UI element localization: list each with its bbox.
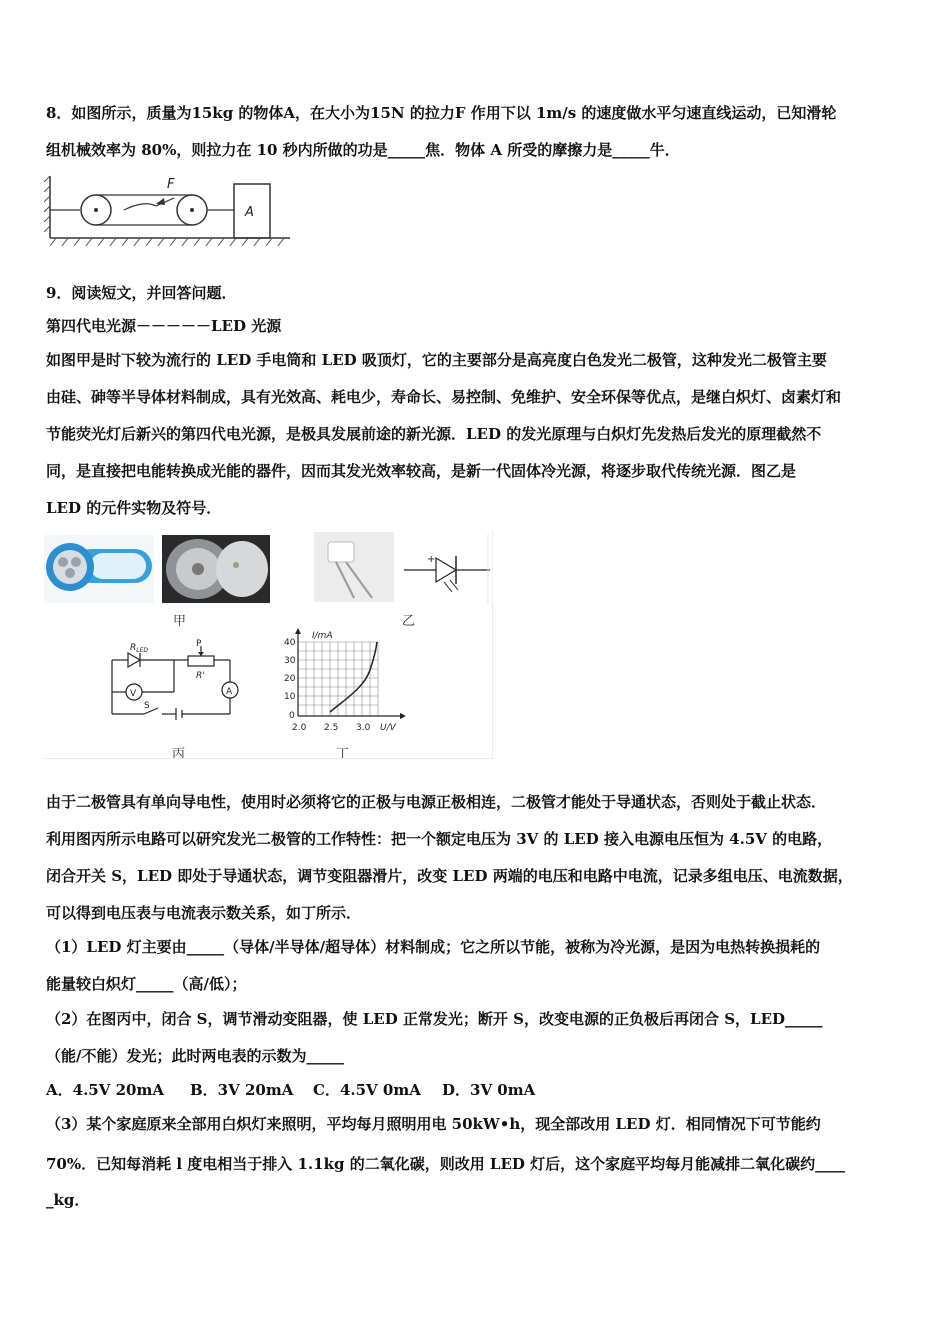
q8-pulley-figure <box>44 170 294 248</box>
q9-sub1-line-1: （1）LED 灯主要由_____（导体/半导体/超导体）材料制成；它之所以节能，被称为冷光源，是因为电热转换损耗的 <box>46 938 821 956</box>
q8-line-1: 8．如图所示，质量为15kg 的物体A，在大小为15N 的拉力F 作用下以 1m/s 的速度做水平匀速直线运动，已知滑轮 <box>46 104 837 122</box>
option-b: B．3V 20mA <box>190 1081 294 1099</box>
graph-y-tick-0: 0 <box>289 711 295 721</box>
caption-yi: 乙 <box>402 614 416 629</box>
q9-para1-line-2: 由硅、砷等半导体材料制成，具有光效高、耗电少，寿命长、易控制、免维护、安全环保等优点，是继白炽灯、卤素灯和 <box>46 388 842 406</box>
q9-para1-line-1: 如图甲是时下较为流行的 LED 手电筒和 LED 吸顶灯，它的主要部分是高亮度白色发光二极管，这种发光二极管主要 <box>46 351 827 369</box>
caption-bing: 丙 <box>172 747 186 762</box>
q9-para2-line-2: 利用图丙所示电路可以研究发光二极管的工作特性：把一个额定电压为 3V 的 LED 接入电源电压恒为 4.5V 的电路， <box>46 830 833 848</box>
q9-sub2-line-2: （能/不能）发光；此时两电表的示数为_____ <box>46 1047 344 1065</box>
block-a-label: A <box>245 205 254 220</box>
caption-jia: 甲 <box>173 614 187 629</box>
circuit-p-label: P <box>196 639 202 649</box>
q9-para1-line-4: 同，是直接把电能转换成光能的器件，因而其发光效率较高，是新一代固体冷光源，将逐步取代传统光源．图乙是 <box>46 462 797 480</box>
q8-line-2: 组机械效率为 80%，则拉力在 10 秒内所做的功是_____焦．物体 A 所受的摩擦力是_____牛． <box>46 141 680 159</box>
q9-sub3-line-3: _kg． <box>46 1191 90 1209</box>
figure-group-frame <box>44 530 493 759</box>
q9-sub1-line-2: 能量较白炽灯_____（高/低）； <box>46 975 247 993</box>
q9-sub2-line-1: （2）在图丙中，闭合 S，调节滑动变阻器，使 LED 正常发光；断开 S，改变电源的正负极后再闭合 S，LED_____ <box>46 1010 823 1028</box>
option-d: D．3V 0mA <box>442 1081 536 1099</box>
q9-para2-line-1: 由于二极管具有单向导电性，使用时必须将它的正极与电源正极相连，二极管才能处于导通状态，否则处于截止状态． <box>46 793 827 811</box>
svg-text:+: + <box>427 554 436 565</box>
option-c: C．4.5V 0mA <box>313 1081 421 1099</box>
graph-y-tick-20: 20 <box>284 674 296 684</box>
circuit-switch-label: S <box>144 701 150 711</box>
circuit-rprime-label: R' <box>196 671 205 681</box>
q9-subtitle: 第四代电光源－－－－－LED 光源 <box>46 317 282 335</box>
circuit-rled-label: R <box>130 643 137 653</box>
q9-para1-line-3: 节能荧光灯后新兴的第四代电光源，是极具发展前途的新光源．LED 的发光原理与白炽灯先发热后发光的原理截然不 <box>46 425 822 443</box>
option-a: A．4.5V 20mA <box>46 1081 164 1099</box>
graph-x-axis-label: U/V <box>380 723 396 733</box>
q9-sub3-line-2: 70%．已知每消耗 l 度电相当于排入 1.1kg 的二氧化碳，则改用 LED 灯后，这个家庭平均每月能减排二氧化碳约____ <box>46 1155 846 1173</box>
caption-ding: 丁 <box>336 747 350 762</box>
graph-y-tick-10: 10 <box>284 692 296 702</box>
graph-x-tick-3-0: 3.0 <box>356 723 371 733</box>
graph-x-tick-2-5: 2.5 <box>324 723 339 733</box>
q9-title: 9．阅读短文，并回答问题． <box>46 284 237 302</box>
graph-y-axis-label: I/mA <box>312 631 333 641</box>
q9-para1-line-5: LED 的元件实物及符号． <box>46 499 222 517</box>
graph-y-tick-40: 40 <box>284 638 296 648</box>
q9-sub3-line-1: （3）某个家庭原来全部用白炽灯来照明，平均每月照明用电 50kW•h，现全部改用 LED 灯．相同情况下可节能约 <box>46 1115 821 1133</box>
graph-x-tick-2-0: 2.0 <box>292 723 307 733</box>
force-f-label: F <box>167 177 175 192</box>
graph-y-tick-30: 30 <box>284 656 296 666</box>
circuit-voltmeter-label: V <box>130 689 137 699</box>
q9-para2-line-4: 可以得到电压表与电流表示数关系，如丁所示． <box>46 904 362 922</box>
circuit-rled-subscript: LED <box>136 647 149 654</box>
q9-para2-line-3: 闭合开关 S，LED 即处于导通状态，调节变阻器滑片，改变 LED 两端的电压和电路中电流，记录多组电压、电流数据， <box>46 867 853 885</box>
circuit-ammeter-label: A <box>226 687 233 697</box>
